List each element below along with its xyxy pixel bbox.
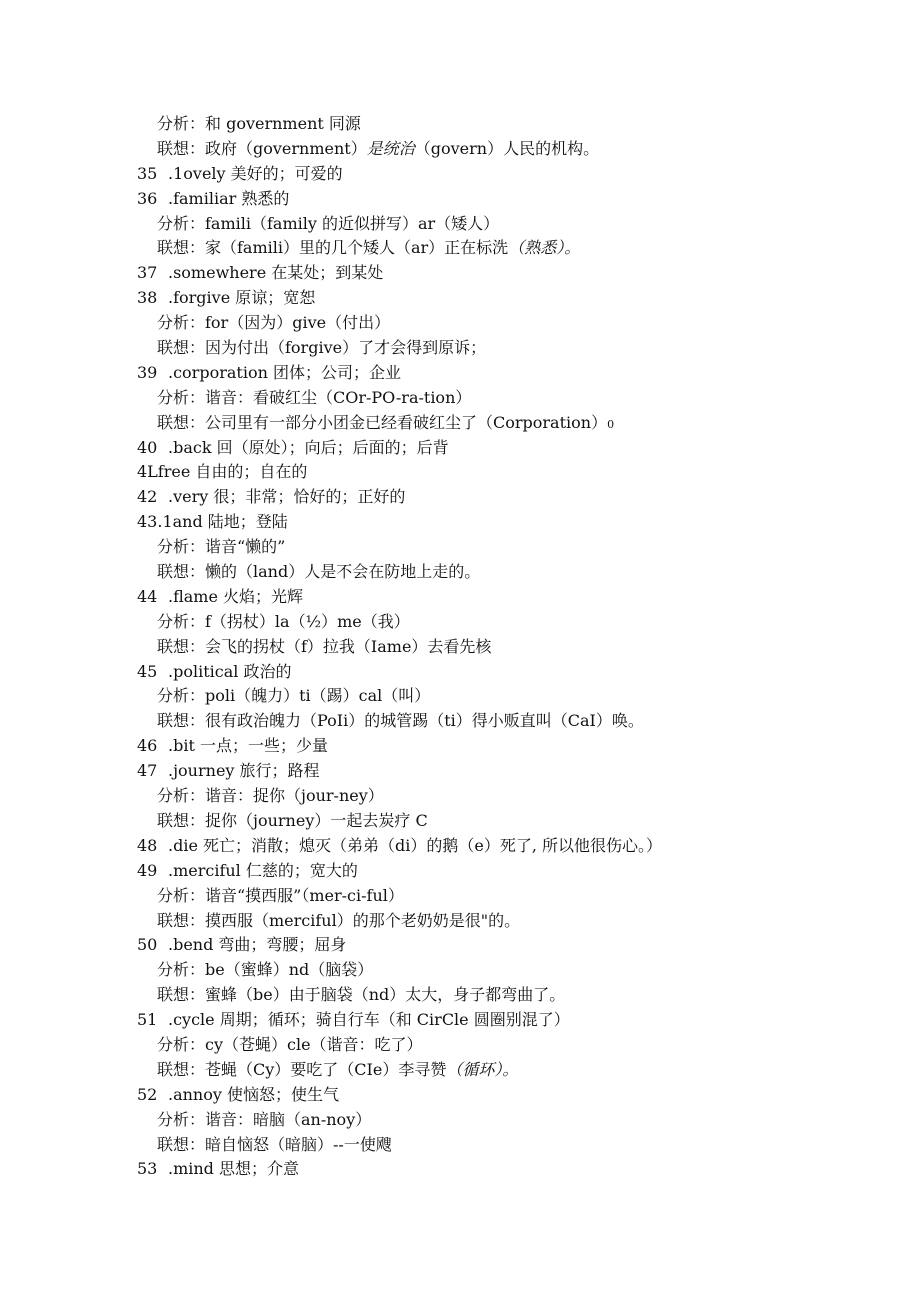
line-text: .bend 弯曲；弯腰；屈身 [168,935,347,955]
line-text: 分析：和 government 同源 [157,114,361,133]
text-line [0,485,920,510]
line-text: 联想：政府（government） [157,138,367,158]
entry-number: 45 [137,661,158,681]
italic-text: （循环）。 [446,1059,519,1079]
line-text: 分析：famili（family 的近似拼写）ar（矮人） [157,213,500,233]
line-text: 联想：暗自恼怒（暗脑）--一使飕 [157,1134,392,1154]
text-line [0,958,920,983]
text-line [0,535,920,560]
text-line [0,386,920,411]
text-line [0,684,920,709]
text-line [0,635,920,660]
line-text: .mind 思想；介意 [168,1159,300,1179]
line-text: 分析：poli（魄力）ti（踢）cal（叫） [157,686,431,706]
text-line [0,1083,920,1108]
entry-number: 42 [137,487,158,507]
text-line [0,236,920,261]
entry-number: 46 [137,736,158,756]
line-text: .journey 旅行；路程 [168,761,320,781]
line-text: .back 回（原处）；向后；后面的；后背 [168,437,449,457]
line-text: 4Lfree 自由的；自在的 [137,462,308,482]
line-text: 分析：be（蜜蜂）nd（脑袋） [157,960,374,980]
line-text: .familiar 熟悉的 [168,188,290,208]
text-line [0,784,920,809]
text-line [0,1108,920,1133]
entry-number: 49 [137,860,158,880]
text-line [0,137,920,162]
text-line [0,411,920,436]
entry-number: 50 [137,935,158,955]
line-text: 联想：捉你（journey）一起去炭疗 C [157,810,428,830]
line-text: 联想：苍蝇（Cy）要吃了（CIe）李寻赞 [157,1059,447,1079]
text-line [0,1157,920,1182]
text-line [0,884,920,909]
line-text: 分析：for（因为）give（付出） [157,313,391,333]
line-text: .flame 火焰；光辉 [168,586,304,606]
line-text: .die 死亡；消散；熄灭（弟弟（di）的鹅（e）死了, 所以他很伤心。） [168,835,663,855]
text-line [0,709,920,734]
entry-number: 53 [137,1159,158,1179]
line-text: 分析：谐音“摸西服”（mer-ci-ful） [157,885,404,905]
line-text: 联想：蜜蜂（be）由于脑袋（nd）太大，身子都弯曲了。 [157,985,566,1005]
text-line [0,809,920,834]
italic-text: 是统治 [366,138,415,158]
entry-number: 52 [137,1084,158,1104]
entry-number: 39 [137,362,158,382]
text-line [0,660,920,685]
line-text: 联想：会飞的拐杖（f）拉我（Iame）去看先核 [157,636,492,656]
text-line [0,909,920,934]
text-line [0,162,920,187]
text-line [0,436,920,461]
text-line [0,212,920,237]
text-line [0,1033,920,1058]
text-line [0,336,920,361]
line-text: 联想：因为付出（forgive）了才会得到原诉； [157,338,487,358]
line-text: .annoy 使恼怒；使生气 [168,1084,339,1104]
line-text: 联想：很有政治魄力（PoIi）的城管踢（ti）得小贩直叫（CaI）唤。 [157,711,644,731]
text-line [0,311,920,336]
entry-number: 40 [137,437,158,457]
text-line [0,460,920,485]
line-text: 分析：谐音：捉你（jour-ney） [157,786,384,806]
line-text: 联想：懒的（land）人是不会在防地上走的。 [157,562,481,582]
text-line [0,1058,920,1083]
line-text: .cycle 周期；循环；骑自行车（和 CirCle 圆圈别混了） [168,1010,570,1030]
text-line [0,361,920,386]
entry-number: 38 [137,288,158,308]
document-page [0,112,920,1182]
italic-text: （熟悉）。 [508,238,581,258]
text-line [0,510,920,535]
text-line [0,759,920,784]
text-line [0,112,920,137]
entry-number: 36 [137,188,158,208]
text-line [0,261,920,286]
line-text: .1ovely 美好的；可爱的 [168,163,343,183]
entry-number: 44 [137,586,158,606]
line-text: 分析：谐音：看破红尘（COr-PO-ra-tion） [157,387,472,407]
entry-number: 48 [137,835,158,855]
line-text: 分析：f（拐杖）la（½）me（我） [157,611,410,631]
text-line [0,734,920,759]
line-text: 联想：摸西服（merciful）的那个老奶奶是很"的。 [157,910,521,930]
entry-number: 47 [137,761,158,781]
line-text: 联想：家（famili）里的几个矮人（ar）正在标洗 [157,238,509,258]
line-text: .political 政治的 [168,661,292,681]
line-text: .very 很；非常；恰好的；正好的 [168,487,406,507]
entry-number: 35 [137,163,158,183]
text-line [0,610,920,635]
text-line [0,585,920,610]
text-line [0,187,920,212]
line-text: 分析：谐音：暗脑（an-noy） [157,1109,372,1129]
line-text: .bit 一点；一些；少量 [168,736,328,756]
line-text: .merciful 仁慈的；宽大的 [168,860,358,880]
line-text: 43.1and 陆地；登陆 [137,512,288,532]
line-text: 联想：公司里有一部分小团金已经看破红尘了（Corporation） [157,412,608,432]
text-line [0,983,920,1008]
line-text: 分析：谐音“懒的” [157,537,286,557]
text-line [0,834,920,859]
line-text: .somewhere 在某处；到某处 [168,263,384,283]
line-text: 分析：cy（苍蝇）cle（谐音：吃了） [157,1034,423,1054]
text-line [0,286,920,311]
entry-number: 51 [137,1010,158,1030]
line-text: .forgive 原谅；宽恕 [168,288,316,308]
text-line [0,1133,920,1158]
text-line [0,859,920,884]
line-text: .corporation 团体；公司；企业 [168,362,401,382]
subscript-mark: 0 [607,417,615,431]
line-text-tail: （govern）人民的机构。 [414,138,600,158]
entry-number: 37 [137,263,158,283]
text-line [0,560,920,585]
text-line [0,933,920,958]
text-line [0,1008,920,1033]
